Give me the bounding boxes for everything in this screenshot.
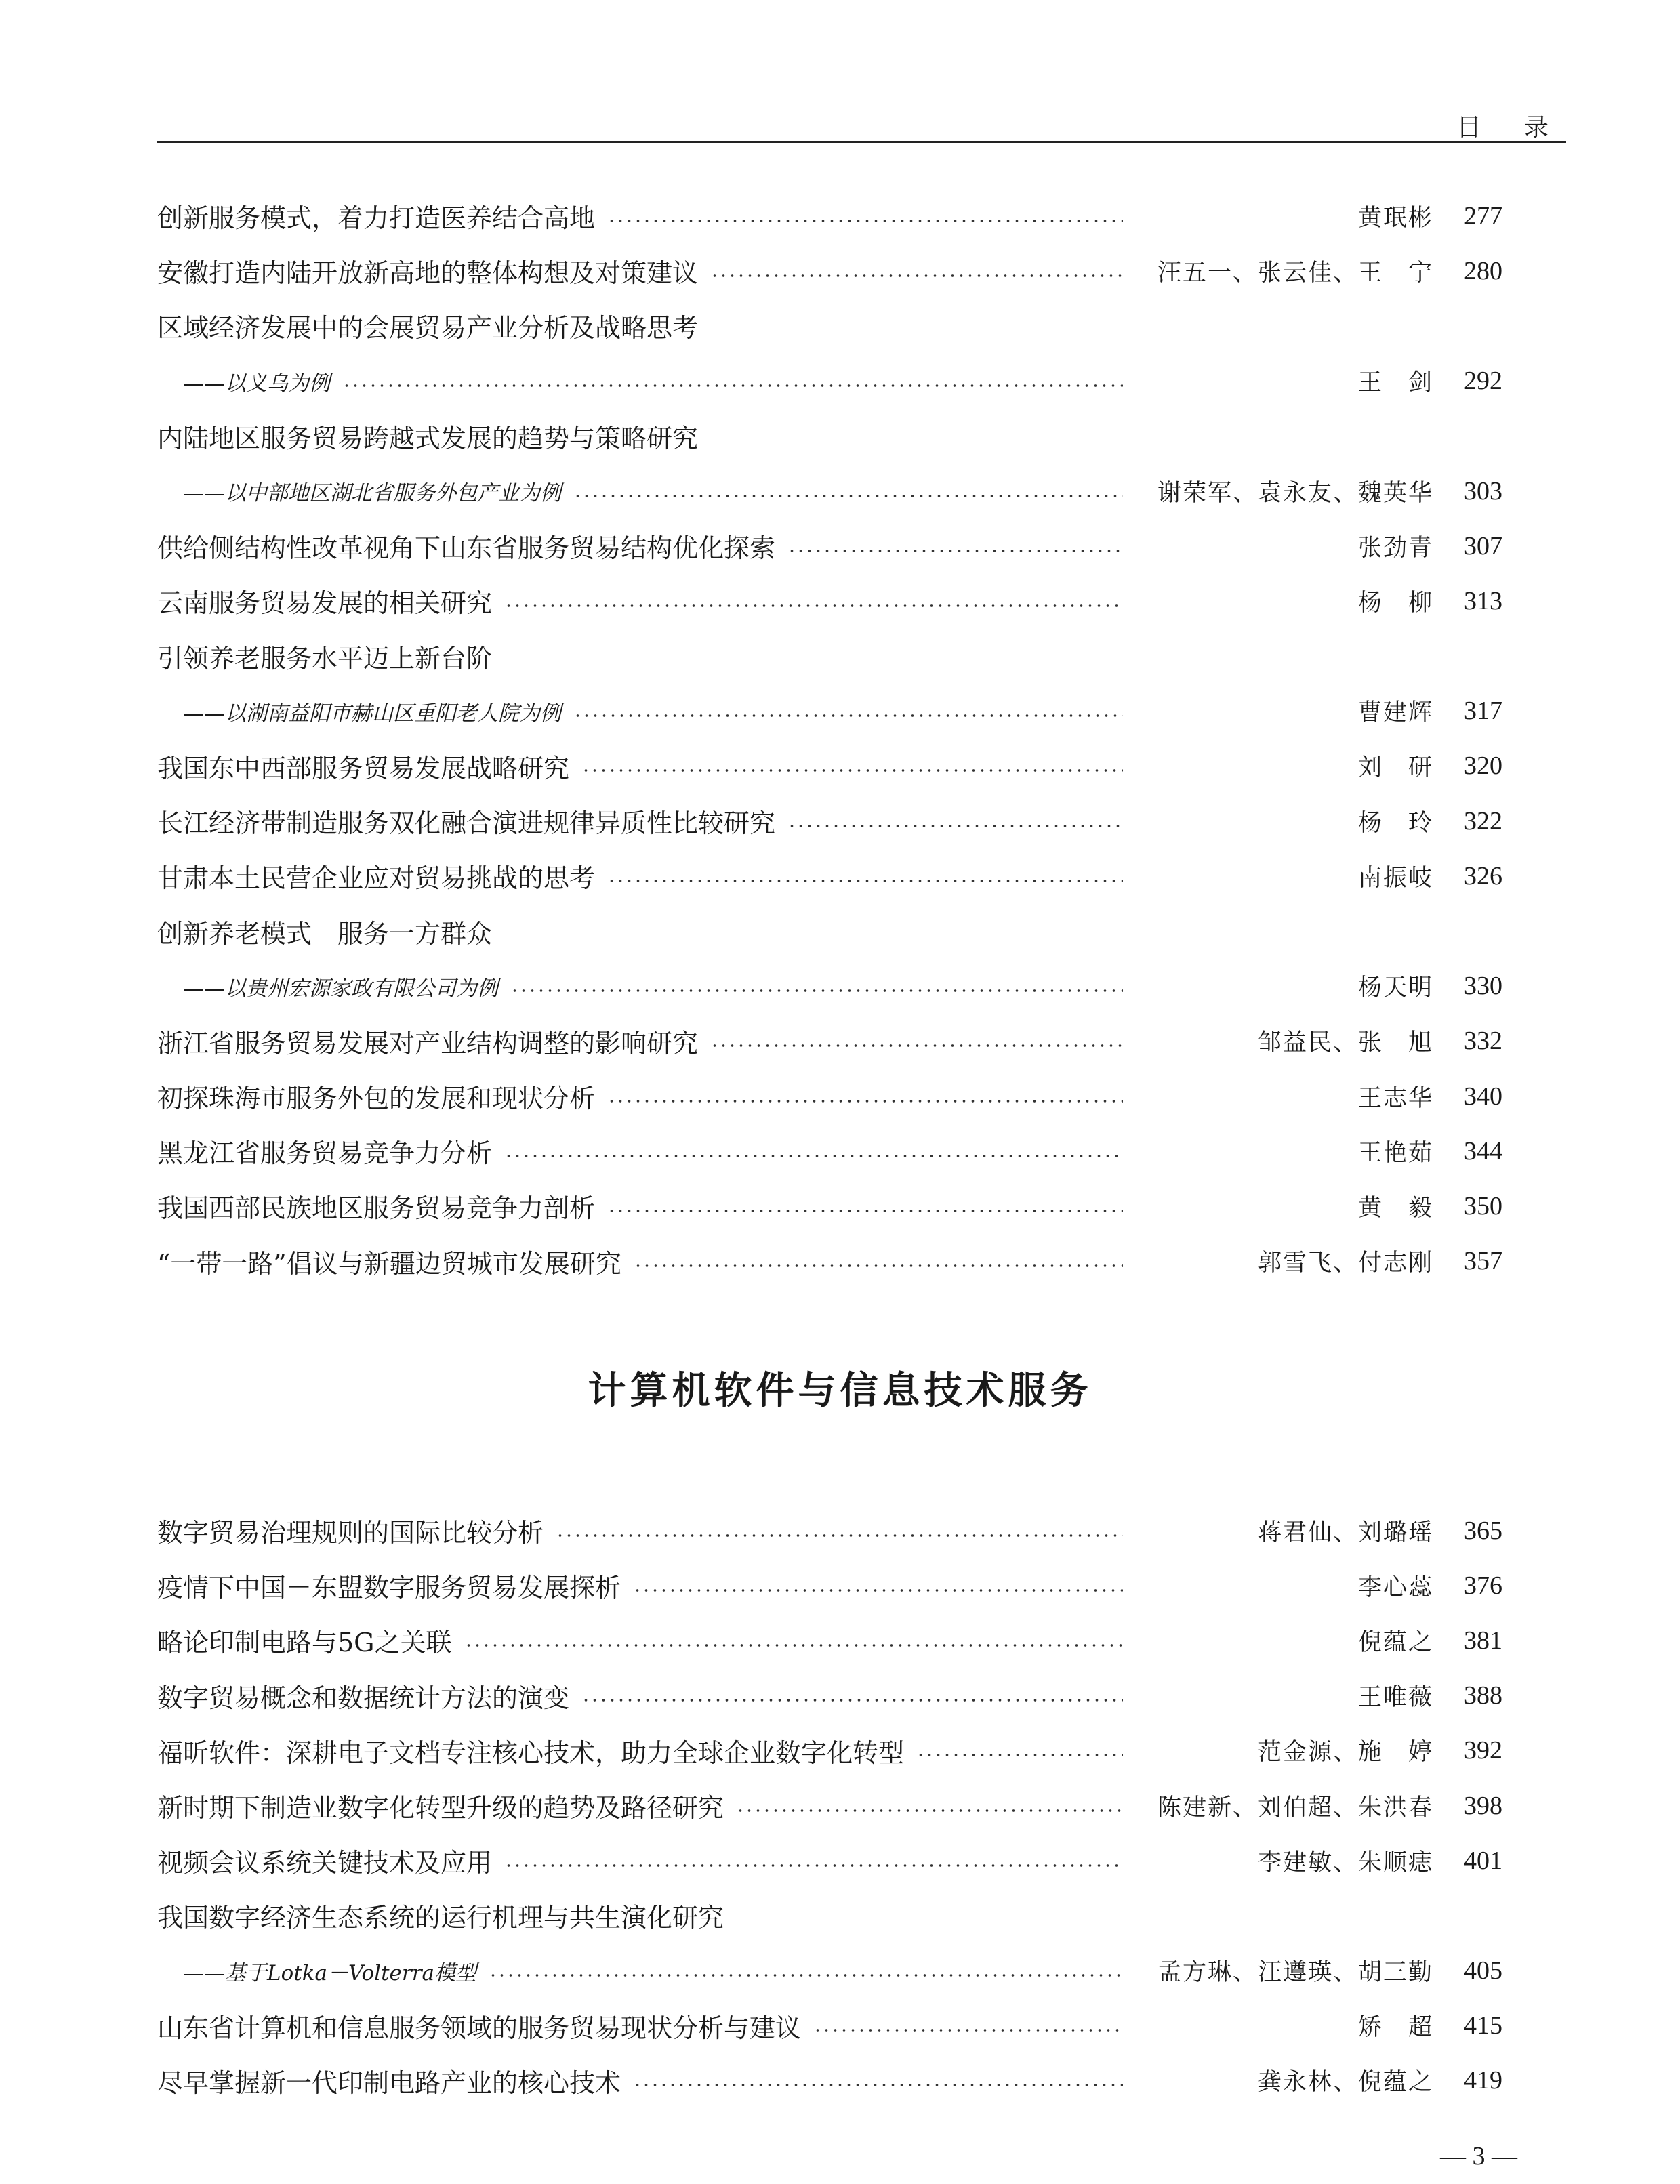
dot-leader xyxy=(342,384,1123,388)
toc-entry-author: 郭雪飞、付志刚 xyxy=(1257,1250,1433,1277)
toc-entry-page: 330 xyxy=(1464,972,1502,1001)
toc-entry-page: 280 xyxy=(1464,256,1502,285)
toc-entry-author: 曹建辉 xyxy=(1357,699,1433,727)
toc-entry-title: 尽早掌握新一代印制电路产业的核心技术 xyxy=(157,2067,621,2098)
toc-entry-page: 392 xyxy=(1464,1736,1502,1765)
toc-entry-title: 福昕软件：深耕电子文档专注核心技术，助力全球企业数字化转型 xyxy=(157,1737,905,1768)
toc-entry-author: 黄 毅 xyxy=(1357,1194,1433,1222)
toc-entry-author: 孟方琳、汪遵瑛、胡三勤 xyxy=(1157,1959,1433,1987)
toc-entry[interactable] xyxy=(157,629,1502,684)
toc-entry-author: 蒋君仙、刘璐瑶 xyxy=(1257,1519,1433,1546)
toc-entry-page: 419 xyxy=(1464,2066,1502,2095)
dot-leader xyxy=(633,1588,1123,1592)
dot-leader xyxy=(787,824,1123,828)
toc-entry-author: 王 剑 xyxy=(1357,369,1433,397)
toc-entry-author: 龚永林、倪蕴之 xyxy=(1257,2069,1433,2097)
dot-leader xyxy=(504,604,1123,608)
toc-entry-page: 332 xyxy=(1464,1027,1502,1056)
toc-entry-page: 357 xyxy=(1464,1247,1502,1276)
dot-leader xyxy=(504,1863,1123,1868)
toc-entry-page: 350 xyxy=(1464,1191,1502,1220)
toc-entry-title: 引领养老服务水平迈上新台阶 xyxy=(157,643,493,674)
toc-entry-page: 303 xyxy=(1464,476,1502,506)
toc-section-1 xyxy=(157,188,1502,1289)
toc-entry-author: 张劲青 xyxy=(1357,534,1433,562)
dot-leader xyxy=(634,1264,1123,1268)
toc-entry[interactable] xyxy=(157,1178,1502,1233)
toc-entry-title: ——以义乌为例 xyxy=(183,371,330,396)
toc-entry-author: 南振岐 xyxy=(1357,864,1433,892)
toc-entry[interactable] xyxy=(157,243,1502,298)
toc-entry[interactable] xyxy=(157,1558,1502,1613)
page-number: — 3 — xyxy=(1440,2142,1517,2170)
toc-entry-page: 340 xyxy=(1464,1081,1502,1111)
toc-entry[interactable] xyxy=(157,573,1502,628)
toc-entry-title: 供给侧结构性改革视角下山东省服务贸易结构优化探索 xyxy=(157,533,776,564)
toc-entry-author: 杨天明 xyxy=(1357,974,1433,1002)
toc-entry-title: ——基于Lotka－Volterra模型 xyxy=(183,1960,477,1985)
toc-entry-page: 405 xyxy=(1464,1956,1502,1985)
section-heading: 计算机软件与信息技术服务 xyxy=(588,1369,1092,1413)
toc-entry-title: 内陆地区服务贸易跨越式发展的趋势与策略研究 xyxy=(157,423,699,453)
toc-entry[interactable] xyxy=(157,1124,1502,1178)
toc-entry-page: 365 xyxy=(1464,1516,1502,1545)
toc-entry[interactable] xyxy=(157,794,1502,848)
toc-entry-page: 292 xyxy=(1464,367,1502,396)
toc-entry[interactable] xyxy=(157,739,1502,794)
toc-entry-author: 李建敏、朱顺痣 xyxy=(1257,1849,1433,1876)
toc-entry-title: 创新服务模式，着力打造医养结合高地 xyxy=(157,203,596,234)
dot-leader xyxy=(607,879,1123,883)
toc-entry-title: 我国数字经济生态系统的运行机理与共生演化研究 xyxy=(157,1903,724,1933)
toc-entry-title: 安徽打造内陆开放新高地的整体构想及对策建议 xyxy=(157,258,699,289)
dot-leader xyxy=(556,1533,1123,1538)
toc-entry-author: 黄珉彬 xyxy=(1357,204,1433,232)
toc-entry[interactable] xyxy=(157,1998,1502,2053)
toc-entry-title: ——以湖南益阳市赫山区重阳老人院为例 xyxy=(183,701,561,726)
dot-leader xyxy=(489,1973,1123,1977)
dot-leader xyxy=(813,2028,1123,2032)
toc-entry-title: 长江经济带制造服务双化融合演进规律异质性比较研究 xyxy=(157,808,776,839)
dot-leader xyxy=(581,1698,1123,1702)
toc-entry[interactable] xyxy=(157,354,1502,409)
toc-entry[interactable] xyxy=(157,1613,1502,1668)
toc-entry[interactable] xyxy=(157,518,1502,573)
toc-entry-page: 317 xyxy=(1464,697,1502,726)
toc-entry[interactable] xyxy=(157,1234,1502,1289)
toc-entry[interactable] xyxy=(157,959,1502,1014)
dot-leader xyxy=(736,1809,1123,1813)
header-rule xyxy=(157,141,1566,143)
toc-entry-author: 邹益民、张 旭 xyxy=(1257,1029,1433,1057)
toc-entry-title: 新时期下制造业数字化转型升级的趋势及路径研究 xyxy=(157,1793,724,1824)
toc-entry[interactable] xyxy=(157,1503,1502,1558)
toc-entry[interactable] xyxy=(157,1668,1502,1723)
toc-entry-title: 数字贸易概念和数据统计方法的演变 xyxy=(157,1683,570,1713)
dot-leader xyxy=(573,714,1123,718)
toc-entry[interactable] xyxy=(157,684,1502,739)
toc-entry-author: 杨 玲 xyxy=(1357,809,1433,837)
toc-entry-author: 矫 超 xyxy=(1357,2014,1433,2042)
toc-entry-page: 415 xyxy=(1464,2011,1502,2040)
dot-leader xyxy=(710,1044,1123,1048)
toc-entry[interactable] xyxy=(157,2053,1502,2108)
toc-entry-title: 创新养老模式 服务一方群众 xyxy=(157,918,493,949)
toc-entry-author: 王艳茹 xyxy=(1357,1139,1433,1167)
toc-entry-page: 326 xyxy=(1464,861,1502,890)
toc-entry-page: 401 xyxy=(1464,1846,1502,1875)
toc-entry-title: 黑龙江省服务贸易竞争力分析 xyxy=(157,1138,493,1169)
toc-entry-page: 307 xyxy=(1464,531,1502,560)
toc-entry-author: 刘 研 xyxy=(1357,754,1433,782)
dot-leader xyxy=(710,274,1123,278)
toc-entry-author: 杨 柳 xyxy=(1357,589,1433,617)
dot-leader xyxy=(607,219,1123,223)
toc-entry-author: 陈建新、刘伯超、朱洪春 xyxy=(1157,1794,1433,1821)
toc-entry[interactable] xyxy=(157,298,1502,353)
toc-entry[interactable] xyxy=(157,1778,1502,1833)
dot-leader xyxy=(787,549,1123,553)
toc-entry-title: 我国东中西部服务贸易发展战略研究 xyxy=(157,753,570,783)
toc-entry-title: 山东省计算机和信息服务领域的服务贸易现状分析与建议 xyxy=(157,2013,802,2043)
toc-entry-author: 谢荣军、袁永友、魏英华 xyxy=(1157,479,1433,507)
toc-entry[interactable] xyxy=(157,463,1502,518)
toc-entry[interactable] xyxy=(157,1014,1502,1069)
toc-entry-author: 倪蕴之 xyxy=(1357,1628,1433,1656)
toc-entry-title: 略论印制电路与5G之关联 xyxy=(157,1628,452,1658)
toc-entry-page: 398 xyxy=(1464,1791,1502,1820)
toc-entry-page: 277 xyxy=(1464,201,1502,230)
dot-leader xyxy=(504,1154,1123,1158)
toc-entry-page: 320 xyxy=(1464,751,1502,781)
toc-entry-title: 视频会议系统关键技术及应用 xyxy=(157,1848,493,1878)
toc-entry-title: 云南服务贸易发展的相关研究 xyxy=(157,588,493,619)
toc-entry-author: 王志华 xyxy=(1357,1084,1433,1112)
running-header: 目 录 xyxy=(1456,114,1566,142)
toc-entry-author: 李心蕊 xyxy=(1357,1573,1433,1601)
toc-entry-page: 313 xyxy=(1464,586,1502,615)
toc-entry-author: 范金源、施 婷 xyxy=(1257,1739,1433,1767)
toc-entry[interactable] xyxy=(157,1888,1502,1943)
dot-leader xyxy=(464,1643,1123,1647)
toc-entry[interactable] xyxy=(157,1069,1502,1124)
dot-leader xyxy=(573,494,1123,498)
toc-entry[interactable] xyxy=(157,1833,1502,1888)
toc-entry-author: 汪五一、张云佳、王 宁 xyxy=(1157,259,1433,287)
toc-entry-author: 王唯薇 xyxy=(1357,1684,1433,1712)
toc-entry-title: “一带一路”倡议与新疆边贸城市发展研究 xyxy=(157,1248,621,1279)
toc-entry-title: ——以中部地区湖北省服务外包产业为例 xyxy=(183,481,561,506)
toc-entry-page: 376 xyxy=(1464,1571,1502,1600)
toc-entry-title: 初探珠海市服务外包的发展和现状分析 xyxy=(157,1084,596,1114)
toc-entry-title: 数字贸易治理规则的国际比较分析 xyxy=(157,1518,544,1548)
toc-entry[interactable] xyxy=(157,903,1502,958)
toc-entry-title: 疫情下中国－东盟数字服务贸易发展探析 xyxy=(157,1573,621,1603)
toc-entry-title: 我国西部民族地区服务贸易竞争力剖析 xyxy=(157,1193,596,1224)
toc-entry-page: 388 xyxy=(1464,1681,1502,1710)
toc-entry-page: 322 xyxy=(1464,806,1502,836)
toc-entry-title: 浙江省服务贸易发展对产业结构调整的影响研究 xyxy=(157,1028,699,1058)
toc-section-2 xyxy=(157,1503,1502,2108)
dot-leader xyxy=(607,1209,1123,1213)
dot-leader xyxy=(510,989,1123,993)
dot-leader xyxy=(633,2083,1123,2087)
toc-entry[interactable] xyxy=(157,1723,1502,1778)
toc-entry[interactable] xyxy=(157,409,1502,463)
dot-leader xyxy=(607,1099,1123,1103)
toc-entry[interactable] xyxy=(157,848,1502,903)
dot-leader xyxy=(581,768,1123,772)
toc-entry-title: 甘肃本土民营企业应对贸易挑战的思考 xyxy=(157,863,596,894)
toc-entry-title: 区域经济发展中的会展贸易产业分析及战略思考 xyxy=(157,313,699,344)
toc-entry-title: ——以贵州宏源家政有限公司为例 xyxy=(183,976,498,1001)
toc-entry-page: 381 xyxy=(1464,1626,1502,1655)
toc-entry-page: 344 xyxy=(1464,1136,1502,1166)
dot-leader xyxy=(916,1753,1123,1757)
toc-entry[interactable] xyxy=(157,188,1502,243)
toc-entry[interactable] xyxy=(157,1943,1502,1998)
